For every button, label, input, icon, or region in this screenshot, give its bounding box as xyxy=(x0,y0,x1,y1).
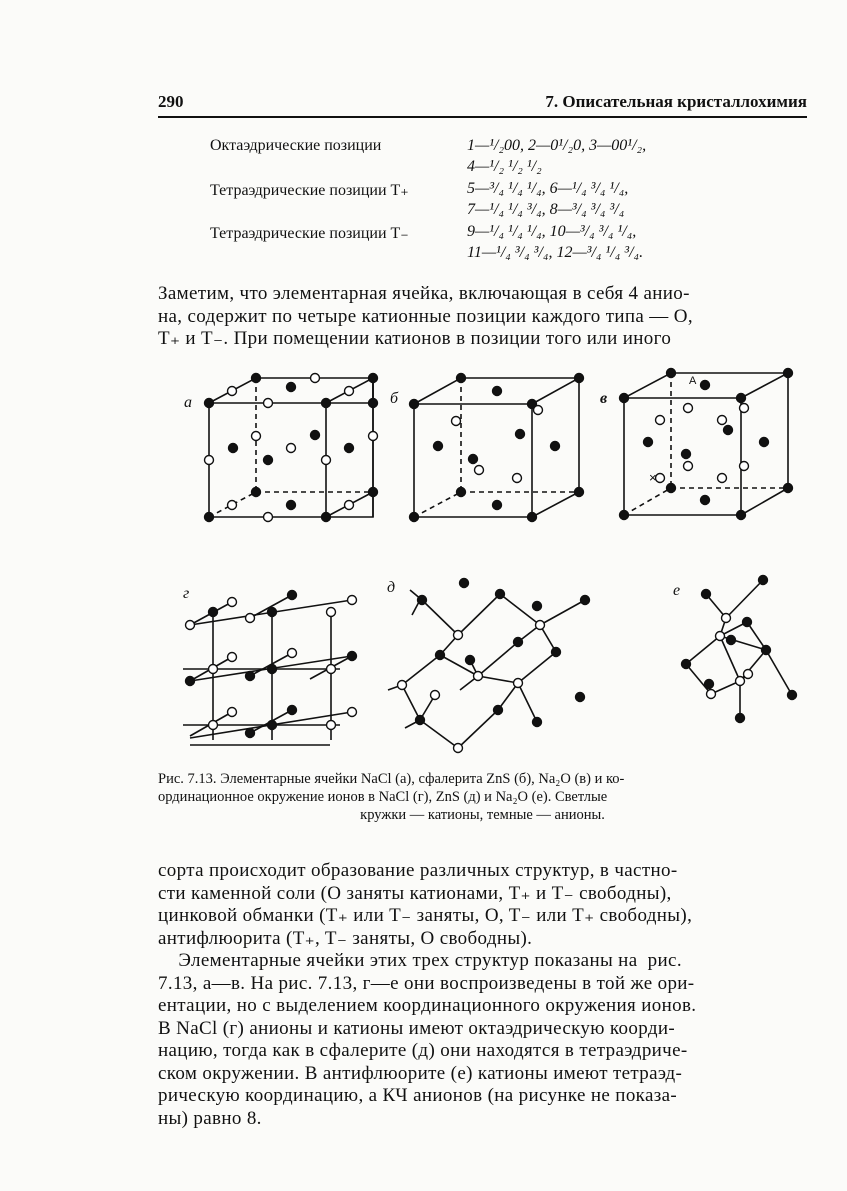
position-values: 5—³/₄ ¹/₄ ¹/₄, 6—¹/₄ ³/₄ ¹/₄, xyxy=(467,180,629,197)
text-line: на, содержит по четыре катионные позиции каждого типа — O, xyxy=(158,305,693,327)
running-title: 7. Описательная кристаллохимия xyxy=(545,92,807,111)
paragraph-body xyxy=(158,860,807,1130)
text-line: рическую координацию, а КЧ анионов (на рисунке не показа- xyxy=(158,1085,678,1106)
panel-label-b: б xyxy=(390,390,399,407)
na2o-atoms xyxy=(620,369,793,520)
position-label-octa: Октаэдрические позиции xyxy=(210,137,382,154)
nacl-atoms xyxy=(205,374,378,522)
caption-line: Рис. 7.13. Элементарные ячейки NaCl (а), сфалерита ZnS (б), Na₂O (в) и ко- xyxy=(158,771,625,787)
position-values: 1—¹/₂00, 2—0¹/₂0, 3—00¹/₂, xyxy=(467,137,647,154)
panel-label-e: е xyxy=(673,582,681,599)
na2o-coordination-atoms xyxy=(682,576,797,723)
text-line: сорта происходит образование различных структур, в частно- xyxy=(158,860,678,881)
text-line: T₊ и T₋. При помещении катионов в позиции того или иного xyxy=(158,328,672,349)
figure-caption xyxy=(158,770,807,824)
text-line: В NaCl (г) анионы и катионы имеют октаэдрическую коорди- xyxy=(158,1017,676,1039)
position-label-tetra-plus: Тетраэдрические позиции T₊ xyxy=(210,182,409,199)
zns-atoms xyxy=(410,374,584,522)
panel-label-v: в xyxy=(600,390,608,407)
text-line: ском окружении. В антифлюорите (е) катионы имеют тетраэд- xyxy=(158,1062,683,1084)
position-values: 11—¹/₄ ³/₄ ³/₄, 12—³/₄ ¹/₄ ³/₄. xyxy=(467,244,644,261)
text-line: сти каменной соли (O заняты катионами, T₊ и T₋ свободны), xyxy=(158,882,672,904)
text-line: цинковой обманки (T₊ или T₋ заняты, O, T₋ или T₊ свободны), xyxy=(158,905,693,926)
text-line: антифлюорита (T₊, T₋ заняты, O свободны). xyxy=(158,927,533,949)
position-values: 9—¹/₄ ¹/₄ ¹/₄, 10—³/₄ ³/₄ ¹/₄, xyxy=(467,223,637,240)
page-number: 290 xyxy=(158,92,184,111)
position-values: 7—¹/₄ ¹/₄ ³/₄, 8—³/₄ ³/₄ ³/₄ xyxy=(467,201,625,218)
text-line: Заметим, что элементарная ячейка, включающая в себя 4 анио- xyxy=(158,283,690,304)
panel-label-a: а xyxy=(184,394,192,411)
na2o-coordination xyxy=(686,580,792,718)
text-line: 7.13, а—в. На рис. 7.13, г—е они воспроизведены в той же ори- xyxy=(158,972,695,994)
position-values: 4—¹/₂ ¹/₂ ¹/₂ xyxy=(467,158,542,175)
marker-x: × xyxy=(649,470,657,485)
position-label-tetra-minus: Тетраэдрические позиции T₋ xyxy=(210,225,409,242)
panel-label-d: д xyxy=(387,579,396,596)
caption-line: кружки — катионы, темные — анионы. xyxy=(360,807,605,823)
panel-label-g: г xyxy=(183,585,190,602)
caption-line: ординационное окружение ионов в NaCl (г), ZnS (д) и Na₂O (е). Светлые xyxy=(158,789,608,805)
marker-a: A xyxy=(689,375,697,387)
text-line: ны) равно 8. xyxy=(158,1107,262,1129)
text-line: Элементарные ячейки этих трех структур показаны на рис. xyxy=(158,950,682,971)
text-line: ентации, но с выделением координационного окружения ионов. xyxy=(158,995,697,1016)
text-line: нацию, тогда как в сфалерите (д) они находятся в тетраэдриче- xyxy=(158,1040,688,1061)
